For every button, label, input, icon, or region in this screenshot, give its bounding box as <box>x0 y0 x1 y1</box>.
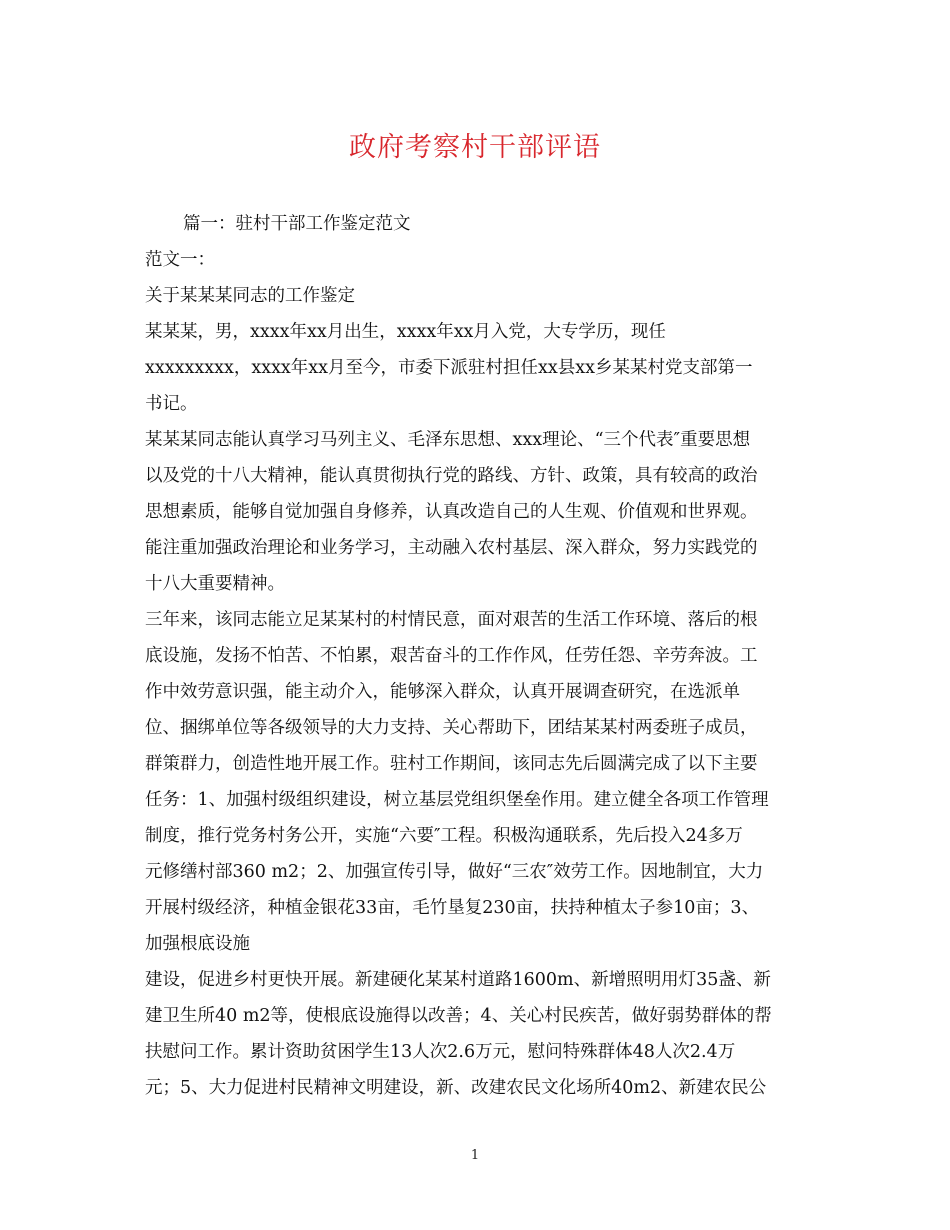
paragraph-line: 建卫生所40 m2等，使根底设施得以改善；4、关心村民疾苦，做好弱势群体的帮 <box>145 1006 772 1026</box>
paragraph-line: xxxxxxxxx，xxxx年xx月至今，市委下派驻村担任xx县xx乡某某村党支部第一 <box>145 358 753 378</box>
paragraph-line: 某某某，男，xxxx年xx月出生，xxxx年xx月入党，大专学历，现任 <box>145 322 666 342</box>
paragraph-line: 底设施，发扬不怕苦、不怕累，艰苦奋斗的工作作风，任劳任怨、辛劳奔波。工 <box>145 646 758 666</box>
paragraph-line: 以及党的十八大精神，能认真贯彻执行党的路线、方针、政策，具有较高的政治 <box>145 466 758 486</box>
paragraph-line: 制度，推行党务村务公开，实施“六要″工程。积极沟通联系，先后投入24多万 <box>145 826 743 846</box>
paragraph-line: 关于某某某同志的工作鉴定 <box>145 286 355 306</box>
paragraph-line: 范文一： <box>145 250 215 270</box>
paragraph-line: 元；5、大力促进村民精神文明建设，新、改建农民文化场所40m2、新建农民公 <box>145 1078 767 1098</box>
paragraph-line: 扶慰问工作。累计资助贫困学生13人次2.6万元，慰问特殊群体48人次2.4万 <box>145 1042 736 1062</box>
section-heading: 篇一：驻村干部工作鉴定范文 <box>183 214 411 234</box>
paragraph-line: 十八大重要精神。 <box>145 574 285 594</box>
paragraph-line: 思想素质，能够自觉加强自身修养，认真改造自己的人生观、价值观和世界观。 <box>145 502 758 522</box>
paragraph-line: 能注重加强政治理论和业务学习，主动融入农村基层、深入群众，努力实践党的 <box>145 538 758 558</box>
paragraph-line: 三年来，该同志能立足某某村的村情民意，面对艰苦的生活工作环境、落后的根 <box>145 610 758 630</box>
page-number: 1 <box>470 1148 480 1163</box>
paragraph-line: 某某某同志能认真学习马列主义、毛泽东思想、xxx理论、“三个代表″重要思想 <box>145 430 751 450</box>
paragraph-line: 位、捆绑单位等各级领导的大力支持、关心帮助下，团结某某村两委班子成员， <box>145 718 758 738</box>
document-body <box>145 206 815 1106</box>
paragraph-line: 加强根底设施 <box>145 934 250 954</box>
paragraph-line: 任务：1、加强村级组织建设，树立基层党组织堡垒作用。建立健全各项工作管理 <box>145 790 769 810</box>
paragraph-line: 元修缮村部360 m2；2、加强宣传引导，做好“三农″效劳工作。因地制宜，大力 <box>145 862 764 882</box>
paragraph-line: 群策群力，创造性地开展工作。驻村工作期间，该同志先后圆满完成了以下主要 <box>145 754 758 774</box>
paragraph-line: 书记。 <box>145 394 198 414</box>
paragraph-line: 建设，促进乡村更快开展。新建硬化某某村道路1600m、新增照明用灯35盏、新 <box>145 970 771 990</box>
paragraph-line: 作中效劳意识强，能主动介入，能够深入群众，认真开展调查研究，在选派单 <box>145 682 740 702</box>
document-title: 政府考察村干部评语 <box>349 132 601 163</box>
paragraph-line: 开展村级经济，种植金银花33亩，毛竹垦复230亩，扶持种植太子参10亩；3、 <box>145 898 760 918</box>
